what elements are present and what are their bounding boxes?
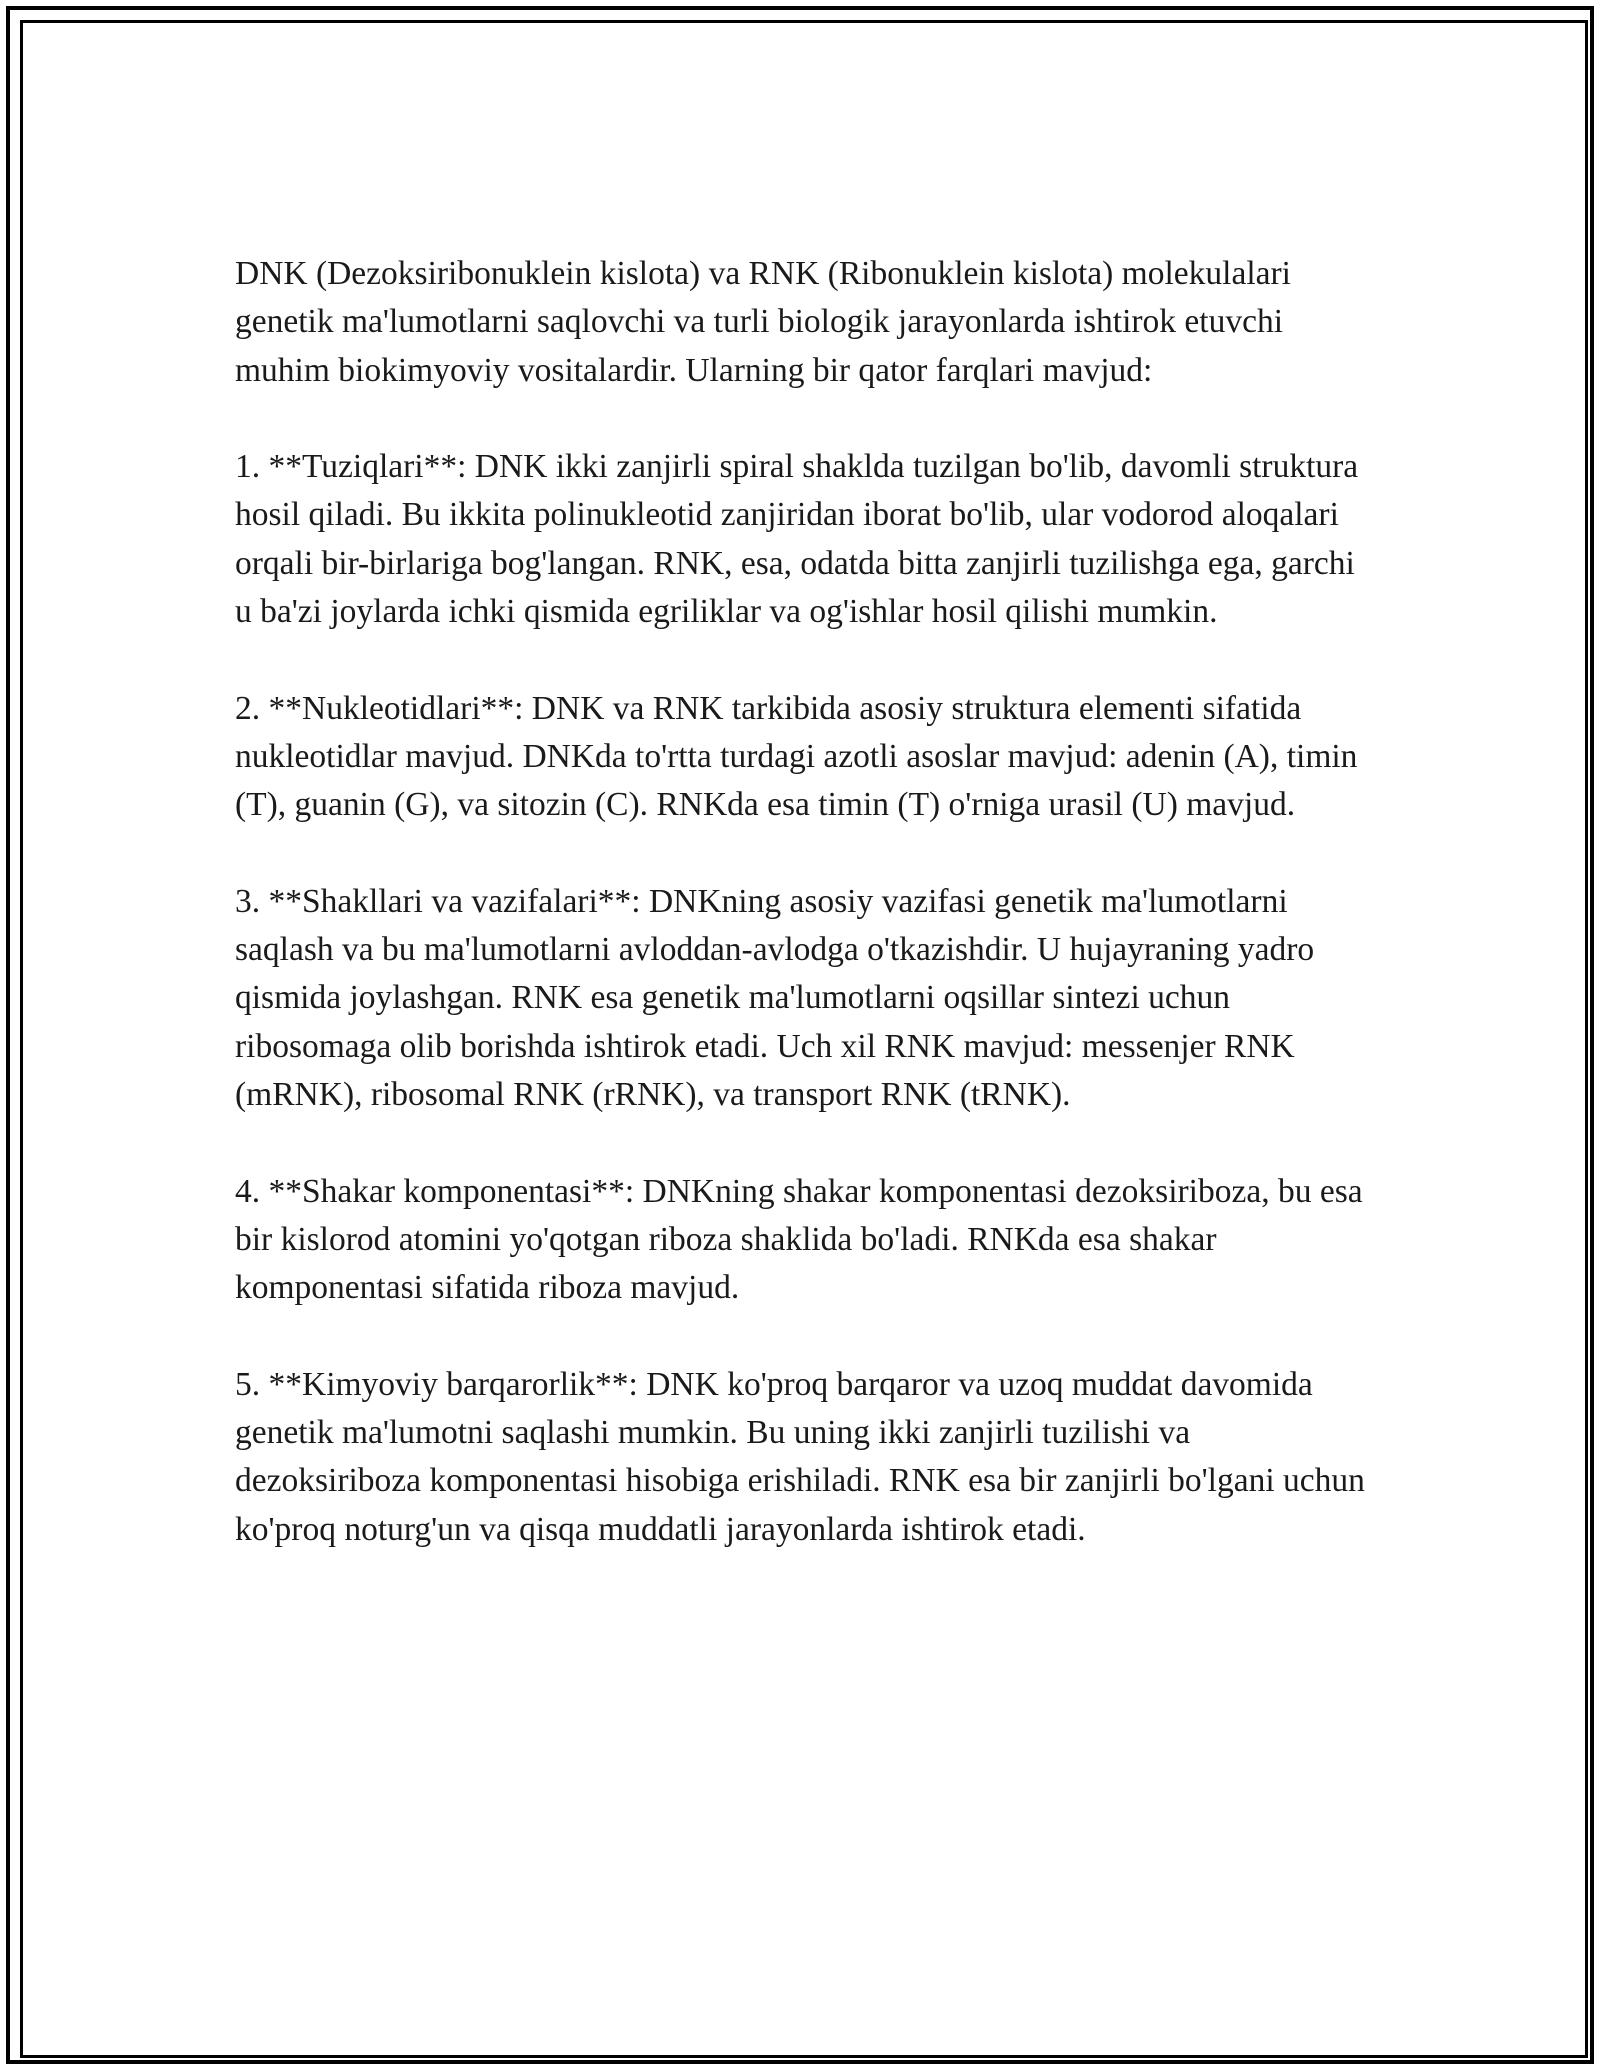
paragraph-structure: 1. **Tuziqlari**: DNK ikki zanjirli spiral shaklda tuzilgan bo'lib, davomli struktura hosil qiladi. Bu ikkita polinukleotid zanjiridan iborat bo'lib, ular vodorod aloqalari orqali bir-birlariga bog'langan. RNK, esa, odatda bitta zanjirli tuzilishga ega, garchi u ba'zi joylarda ichki qismida egriliklar va og'ishlar hosil qilishi mumkin. [235,448,1359,631]
intro-paragraph: DNK (Dezoksiribonuklein kislota) va RNK (Ribonuklein kislota) molekulalari genetik ma'lumotlarni saqlovchi va turli biologik jarayonlarda ishtirok etuvchi muhim biokimyoviy vositalardir. Ularning bir qator farqlari mavjud: [235,255,1291,389]
paragraph-chemical-stability: 5. **Kimyoviy barqarorlik**: DNK ko'proq barqaror va uzoq muddat davomida genetik ma'lumotni saqlashi mumkin. Bu uning ikki zanjirli tuzilishi va dezoksiriboza komponentasi hisobiga erishiladi. RNK esa bir zanjirli bo'lgani uchun ko'proq noturg'un va qisqa muddatli jarayonlarda ishtirok etadi. [235,1365,1365,1548]
paragraph-forms-functions: 3. **Shakllari va vazifalari**: DNKning asosiy vazifasi genetik ma'lumotlarni saqlash va bu ma'lumotlarni avloddan-avlodga o'tkazishdir. U hujayraning yadro qismida joylashgan. RNK esa genetik ma'lumotlarni oqsillar sintezi uchun ribosomaga olib borishda ishtirok etadi. Uch xil RNK mavjud: messenjer RNK (mRNK), ribosomal RNK (rRNK), va transport RNK (tRNK). [235,882,1315,1114]
document-body [235,250,1375,1554]
paragraph-sugar-component: 4. **Shakar komponentasi**: DNKning shakar komponentasi dezoksiriboza, bu esa bir kislorod atomini yo'qotgan riboza shaklida bo'ladi. RNKda esa shakar komponentasi sifatida riboza mavjud. [235,1172,1363,1307]
paragraph-nucleotides: 2. **Nukleotidlari**: DNK va RNK tarkibida asosiy struktura elementi sifatida nukleotidlar mavjud. DNKda to'rtta turdagi azotli asoslar mavjud: adenin (A), timin (T), guanin (G), va sitozin (C). RNKda esa timin (T) o'rniga urasil (U) mavjud. [235,689,1358,824]
